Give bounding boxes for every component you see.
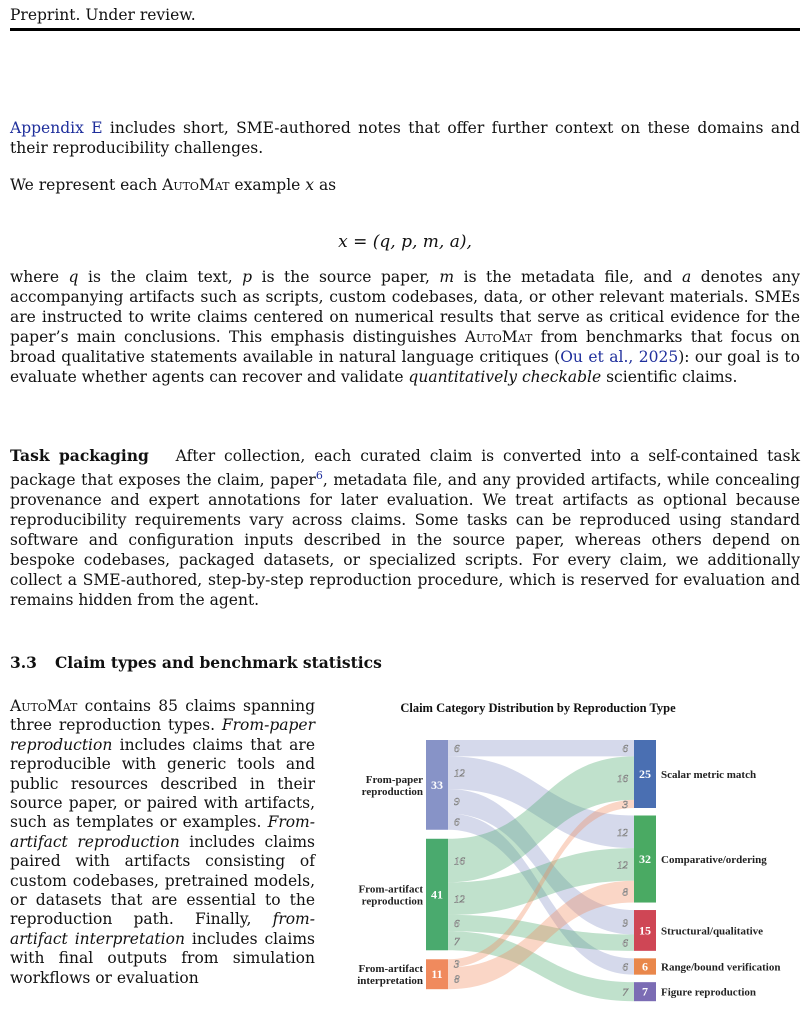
source-name-label: From-paper	[365, 773, 423, 786]
equation: x = (q, p, m, a),	[338, 232, 472, 252]
flow-value-label: 16	[617, 773, 628, 786]
emphasis: From-artifact reproduction	[10, 813, 315, 851]
paragraph-heading: Task packaging	[10, 446, 149, 465]
txt: , metadata file, and any provided artifacts, while concealing provenance and expert annotations for later evaluation. We treat artifacts as optional because reproducibility requirements vary across claims. Some tasks can be reproduced using standard software and configuration inputs described in the source paper, whereas others depend on bespoke codebases, packaged datasets, or specialized scripts. For every claim, we additionally collect a SME-authored, step-by-step reproduction procedure, which is reserved for evaluation and remains hidden from the agent.	[10, 471, 800, 610]
benchmark-name: AutoMat	[10, 697, 78, 715]
appendix-paragraph	[10, 118, 800, 158]
chart-title: Claim Category Distribution by Reproduction Type	[400, 701, 676, 715]
target-name-label: Scalar metric match	[661, 769, 757, 781]
sankey-chart	[330, 693, 810, 1026]
txt: is the source paper,	[252, 268, 440, 286]
source-name-label: reproduction	[361, 895, 423, 908]
txt: includes claims paired with artifacts consisting of custom codebases, pretrained models, or datasets that are essential to the reproduction path. Finally,	[10, 832, 315, 929]
txt: from benchmarks that focus on broad qualitative statements available in natural language critiques (	[10, 328, 800, 366]
footnote-link[interactable]: 6	[315, 469, 323, 482]
emphasis: From-paper reproduction	[10, 716, 315, 754]
txt: is the metadata file, and	[454, 268, 682, 286]
flow-value-label: 7	[454, 935, 460, 948]
flow-value-label: 3	[454, 958, 460, 971]
flow-value-label: 6	[622, 961, 628, 974]
target-total-label: 6	[642, 959, 648, 974]
txt: scientific claims.	[601, 368, 738, 386]
flow-value-label: 9	[454, 796, 460, 809]
emphasis: quantitatively checkable	[408, 368, 602, 386]
target-total-label: 15	[639, 923, 651, 938]
flow-value-label: 7	[622, 986, 628, 999]
txt: where	[10, 268, 69, 286]
flow-value-label: 3	[622, 798, 628, 811]
flow-value-label: 6	[622, 937, 628, 950]
appendix-link[interactable]: Appendix E	[10, 119, 103, 137]
flow-value-label: 16	[454, 855, 465, 868]
txt: After collection, each curated claim is converted into a self-contained task package that exposes the claim, paper	[10, 447, 805, 490]
var-p: p	[242, 268, 253, 286]
target-name-label: Structural/qualitative	[661, 925, 764, 938]
source-name-label: interpretation	[357, 975, 423, 988]
txt: is the claim text,	[78, 268, 243, 286]
target-name-label: Figure reproduction	[661, 986, 757, 999]
txt: denotes any accompanying artifacts such as scripts, custom codebases, data, or other relevant materials. SMEs are instructed to write claims centered on numerical results that serve as critical evidence for the paper’s main conclusions. This emphasis distinguishes	[10, 268, 801, 346]
sankey-figure	[330, 693, 810, 1026]
flow-value-label: 6	[454, 816, 460, 829]
section-number: 3.3	[10, 653, 37, 672]
flow-value-label: 9	[622, 917, 628, 930]
flow-value-label: 6	[454, 918, 460, 931]
flow-value-label: 8	[622, 886, 628, 899]
source-total-label: 41	[431, 887, 443, 902]
represent-text-3: as	[314, 176, 337, 194]
var-x: x	[305, 176, 315, 194]
flow-value-label: 8	[454, 973, 460, 986]
flow-value-label: 12	[617, 859, 628, 872]
var-m: m	[439, 268, 455, 286]
section-heading	[10, 653, 382, 672]
source-total-label: 33	[431, 777, 443, 792]
flow-value-label: 12	[454, 767, 465, 780]
definition-paragraph	[10, 267, 800, 387]
benchmark-name: AutoMat	[464, 328, 533, 346]
flow-value-label: 6	[454, 743, 460, 756]
txt: includes claims with final outputs from simulation workflows or evaluation	[10, 929, 315, 987]
claim-types-paragraph	[10, 697, 315, 988]
target-name-label: Range/bound verification	[661, 961, 781, 974]
task-packaging-paragraph	[10, 446, 805, 610]
benchmark-name: AutoMat	[162, 176, 230, 194]
source-name-label: reproduction	[361, 785, 423, 798]
section-title: Claim types and benchmark statistics	[54, 653, 382, 672]
var-a: a	[682, 268, 692, 286]
represent-text-2: example	[229, 176, 306, 194]
target-total-label: 7	[642, 984, 648, 999]
represent-text: We represent each	[10, 176, 163, 194]
target-name-label: Comparative/ordering	[661, 854, 767, 867]
source-total-label: 11	[431, 967, 443, 982]
source-name-label: From-artifact	[358, 883, 423, 896]
txt: ): our goal is to evaluate whether agents can recover and validate	[10, 348, 800, 386]
citation-link[interactable]: Ou et al., 2025	[560, 348, 679, 366]
sankey-links	[448, 740, 634, 1001]
flow-value-label: 6	[622, 743, 628, 756]
running-head: Preprint. Under review.	[10, 6, 196, 24]
var-q: q	[68, 268, 79, 286]
flow-link	[448, 740, 634, 756]
flow-value-label: 12	[454, 893, 465, 906]
txt: includes claims that are reproducible with generic tools and public resources described in their source paper, or paired with artifacts, such as templates or examples.	[10, 735, 315, 832]
represent-paragraph	[10, 175, 800, 195]
appendix-text: includes short, SME-authored notes that offer further context on these domains and their reproducibility challenges.	[10, 119, 800, 157]
flow-value-label: 12	[617, 826, 628, 839]
txt: contains 85 claims spanning three reproduction types.	[10, 697, 315, 735]
emphasis: from-artifact interpretation	[10, 910, 315, 948]
target-total-label: 32	[639, 852, 651, 867]
target-total-label: 25	[639, 767, 651, 781]
source-name-label: From-artifact	[358, 963, 423, 976]
header-rule	[10, 28, 800, 31]
